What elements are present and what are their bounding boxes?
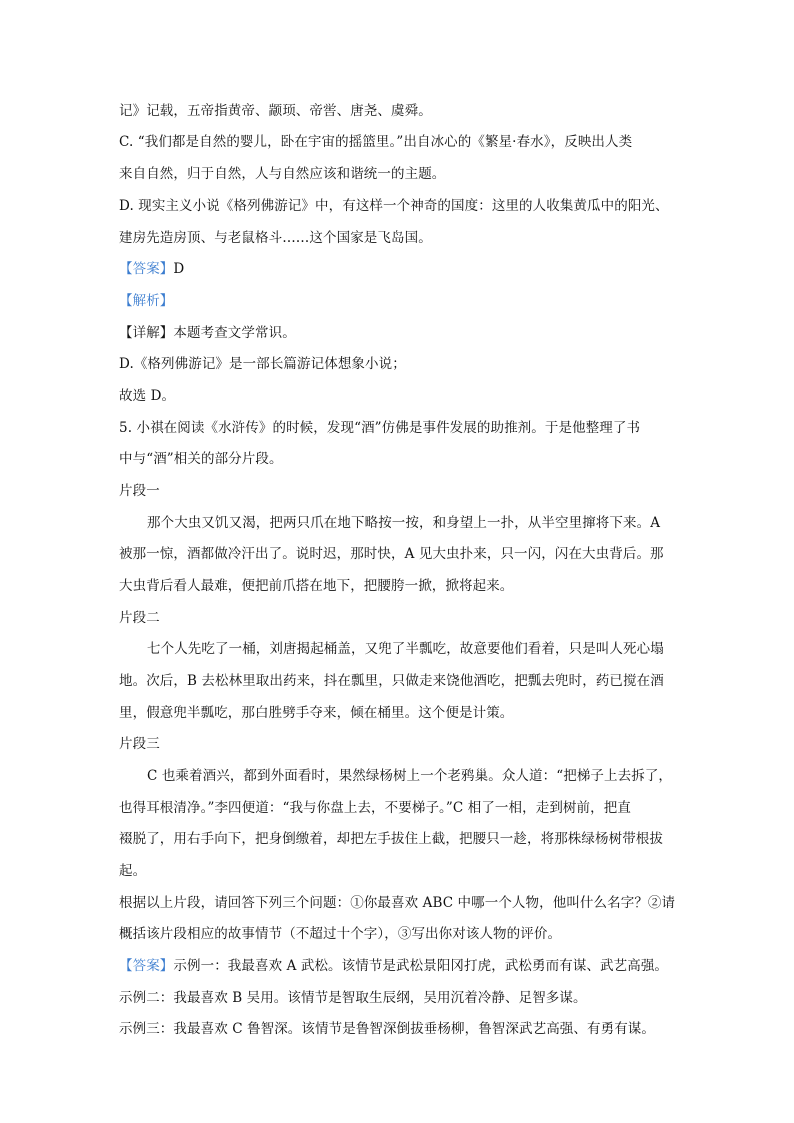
excerpt-line: 裰脱了，用右手向下，把身倒缴着，却把左手拔住上截，把腰只一趁，将那株绿杨树带根拔 bbox=[119, 831, 663, 847]
answer-value: D bbox=[173, 261, 185, 277]
choice-line: 故选 D。 bbox=[119, 388, 176, 404]
answer-example-line bbox=[119, 956, 675, 976]
question-5-line-2: 中与“酒”相关的部分片段。 bbox=[119, 451, 283, 467]
excerpt-heading: 片段一 bbox=[119, 483, 160, 499]
excerpt-heading: 片段二 bbox=[119, 610, 160, 626]
answer-line bbox=[119, 259, 675, 279]
option-d-line-2: 建房先造房顶、与老鼠格斗……这个国家是飞岛国。 bbox=[119, 230, 432, 246]
answer-example-1: 示例一：我最喜欢 A 武松。该情节是武松景阳冈打虎，武松勇而有谋、武艺高强。 bbox=[173, 958, 669, 974]
detail-line: D.《格列佛游记》是一部长篇游记体想象小说； bbox=[119, 356, 406, 372]
excerpt-line: 被那一惊，酒都做冷汗出了。说时迟，那时快，A 见大虫扑来，只一闪，闪在大虫背后。那 bbox=[119, 546, 664, 562]
answer-example-2: 示例二：我最喜欢 B 吴用。该情节是智取生辰纲，吴用沉着冷静、足智多谋。 bbox=[119, 990, 587, 1006]
excerpt-line: 里，假意兜半瓢吃，那白胜劈手夺来，倾在桶里。这个便是计策。 bbox=[119, 705, 514, 721]
excerpt-line: 七个人先吃了一桶，刘唐揭起桶盖，又兜了半瓢吃，故意要他们看着，只是叫人死心塌 bbox=[147, 641, 664, 657]
detail-line: 【详解】本题考查文学常识。 bbox=[119, 325, 296, 341]
question-5-line-1: 5. 小祺在阅读《水浒传》的时候，发现“酒”仿佛是事件发展的助推剂。于是他整理了书 bbox=[119, 420, 641, 436]
text-line: 记》记载，五帝指黄帝、颛顼、帝喾、唐尧、虞舜。 bbox=[119, 103, 432, 119]
answer-example-3: 示例三：我最喜欢 C 鲁智深。该情节是鲁智深倒拔垂杨柳，鲁智深武艺高强、有勇有谋。 bbox=[119, 1021, 656, 1037]
excerpt-line: 那个大虫又饥又渴，把两只爪在地下略按一按，和身望上一扑，从半空里撺将下来。A bbox=[147, 515, 661, 531]
excerpt-line: 也得耳根清净。”李四便道：“我与你盘上去，不要梯子。”C 相了一相，走到树前，把直 bbox=[119, 800, 631, 816]
option-c-line-1: C. “我们都是自然的婴儿，卧在宇宙的摇篮里。”出自冰心的《繁星·春水》，反映出人类 bbox=[119, 134, 633, 150]
excerpt-line: 地。次后，B 去松林里取出药来，抖在瓢里，只做走来饶他酒吃，把瓢去兜时，药已搅在酒 bbox=[119, 673, 664, 689]
option-c-line-2: 来自自然，归于自然，人与自然应该和谐统一的主题。 bbox=[119, 166, 446, 182]
excerpt-line: C 也乘着酒兴，都到外面看时，果然绿杨树上一个老鸦巢。众人道：“把梯子上去拆了， bbox=[147, 768, 673, 784]
option-d-line-1: D. 现实主义小说《格列佛游记》中，有这样一个神奇的国度：这里的人收集黄瓜中的阳光、 bbox=[119, 198, 669, 214]
excerpt-line: 大虫背后看人最难，便把前爪搭在地下，把腰胯一掀，掀将起来。 bbox=[119, 578, 514, 594]
answer-tag: 【答案】 bbox=[119, 958, 174, 974]
analysis-tag: 【解析】 bbox=[119, 293, 174, 309]
excerpt-line: 起。 bbox=[119, 863, 147, 879]
task-line: 概括该片段相应的故事情节（不超过十个字），③写出你对该人物的评价。 bbox=[119, 926, 562, 942]
task-line: 根据以上片段，请回答下列三个问题：①你最喜欢 ABC 中哪一个人物，他叫什么名字？②请 bbox=[119, 895, 676, 911]
excerpt-heading: 片段三 bbox=[119, 736, 160, 752]
answer-tag: 【答案】 bbox=[119, 261, 174, 277]
